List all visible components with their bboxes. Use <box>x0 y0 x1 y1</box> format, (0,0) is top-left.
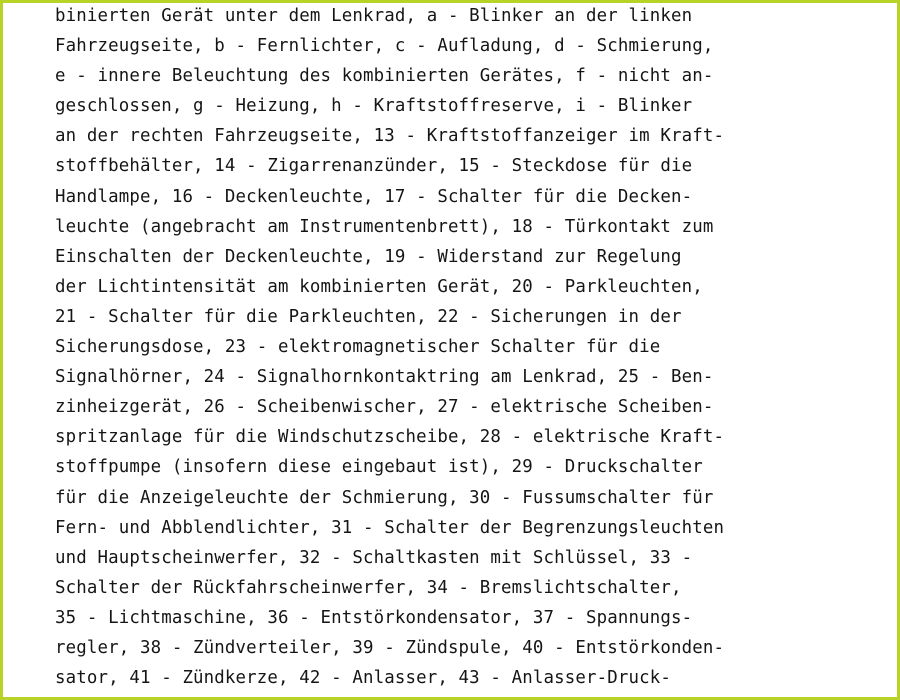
text-line: zinheizgerät, 26 - Scheibenwischer, 27 - elektrische Scheiben- <box>55 397 714 418</box>
text-line: spritzanlage für die Windschutzscheibe, 28 - elektrische Kraft- <box>55 427 725 448</box>
text-line: stoffbehälter, 14 - Zigarrenanzünder, 15 - Steckdose für die <box>55 156 693 177</box>
text-line: an der rechten Fahrzeugseite, 13 - Kraftstoffanzeiger im Kraft- <box>55 126 725 147</box>
text-line: Signalhörner, 24 - Signalhornkontaktring am Lenkrad, 25 - Ben- <box>55 367 714 388</box>
text-line: binierten Gerät unter dem Lenkrad, a - Blinker an der linken <box>55 6 693 26</box>
typewritten-text-block <box>55 1 855 693</box>
text-line: Einschalten der Deckenleuchte, 19 - Widerstand zur Regelung <box>55 246 682 267</box>
text-line: leuchte (angebracht am Instrumentenbrett), 18 - Türkontakt zum <box>55 216 714 237</box>
text-line: 35 - Lichtmaschine, 36 - Entstörkondensator, 37 - Spannungs- <box>55 607 693 628</box>
text-line: Schalter der Rückfahrscheinwerfer, 34 - Bremslichtschalter, <box>55 577 682 598</box>
text-line: für die Anzeigeleuchte der Schmierung, 30 - Fussumschalter für <box>55 487 714 508</box>
text-line: geschlossen, g - Heizung, h - Kraftstoffreserve, i - Blinker <box>55 96 693 117</box>
text-line: 21 - Schalter für die Parkleuchten, 22 - Sicherungen in der <box>55 306 682 327</box>
text-line: und Hauptscheinwerfer, 32 - Schaltkasten mit Schlüssel, 33 - <box>55 547 693 568</box>
text-line: der Lichtintensität am kombinierten Gerät, 20 - Parkleuchten, <box>55 276 703 297</box>
text-line: Fahrzeugseite, b - Fernlichter, c - Aufladung, d - Schmierung, <box>55 36 714 57</box>
text-line: stoffpumpe (insofern diese eingebaut ist), 29 - Druckschalter <box>55 457 703 478</box>
text-line: sator, 41 - Zündkerze, 42 - Anlasser, 43 - Anlasser-Druck- <box>55 668 671 689</box>
text-line: Sicherungsdose, 23 - elektromagnetischer Schalter für die <box>55 337 661 358</box>
text-line: Fern- und Abblendlichter, 31 - Schalter der Begrenzungsleuchten <box>55 517 725 538</box>
text-line: e - innere Beleuchtung des kombinierten Gerätes, f - nicht an- <box>55 66 714 87</box>
text-line: regler, 38 - Zündverteiler, 39 - Zündspule, 40 - Entstörkonden- <box>55 637 725 658</box>
text-line: Handlampe, 16 - Deckenleuchte, 17 - Schalter für die Decken- <box>55 186 693 207</box>
